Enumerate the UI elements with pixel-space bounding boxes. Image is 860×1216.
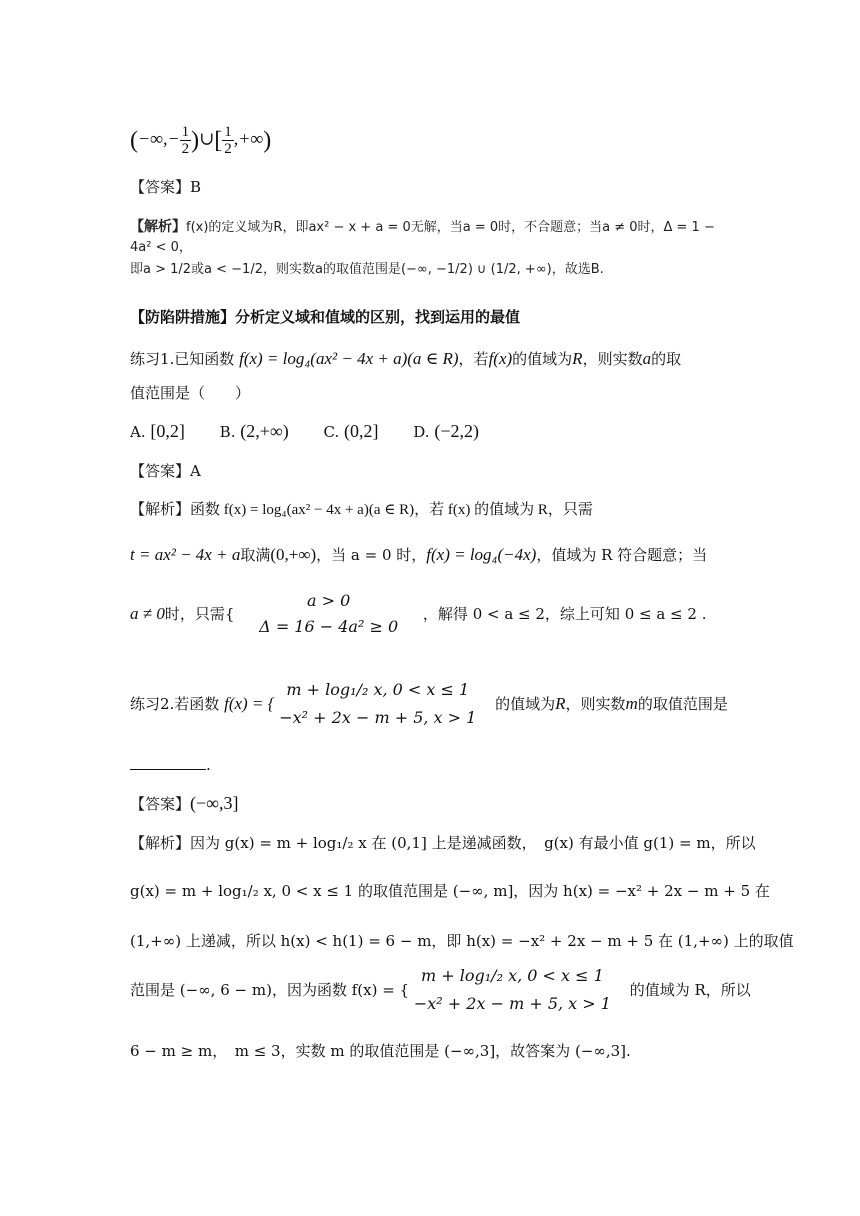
a-neq-0: a ≠ 0	[130, 604, 165, 623]
ex1-text-b: 的值域为	[512, 350, 573, 368]
ex1-fx: f(x)	[488, 349, 513, 368]
exercise-2-analysis-2: g(x) = m + log₁/₂ x, 0 < x ≤ 1 的取值范围是 (−∞, m]，因为 h(x) = −x² + 2x − m + 5 在	[130, 882, 770, 900]
option-c: C. (0,2]	[323, 421, 379, 441]
exercise-2-stem	[130, 676, 750, 740]
answer-label: 【答案】	[130, 178, 191, 196]
analysis-text: ，值域为 R 符合题意；当	[536, 546, 708, 564]
ex1-label: 练习1.已知函数	[130, 350, 235, 368]
answer-label: 【答案】	[130, 462, 191, 480]
analysis-text: 函数 f(x) = log₄(ax² − 4x + a)(a ∈ R)，若 f(x) 的值域为 R，只需	[190, 502, 593, 518]
piecewise-system	[414, 962, 611, 1018]
ex1-text-a: ，若	[458, 350, 489, 368]
analysis-label: 【解析】	[130, 834, 191, 852]
ex1-formula: f(x) = log₄(ax² − 4x + a)(a ∈ R)	[239, 349, 459, 368]
ex2-text-a: 的值域为	[495, 695, 556, 713]
ex2-fx: f(x) = {	[224, 694, 275, 713]
piece-2: −x² + 2x − m + 5, x > 1	[413, 994, 611, 1013]
top-interval: (−∞,− $\frac{1}{2}$ )∪[ $\frac{1}{2}$ ,+∞)	[130, 124, 272, 157]
answer-1	[130, 176, 750, 198]
analysis-label: 【解析】	[130, 219, 186, 235]
fx-formula: f(x) = log₄(−4x)	[426, 545, 537, 564]
analysis-text: 范围是 (−∞, 6 − m)，因为函数 f(x) = {	[130, 981, 410, 999]
ex2-text-c: 的取值范围是	[637, 695, 728, 713]
exercise-1-stem-2: 值范围是（ ）	[130, 384, 251, 402]
answer-value: B	[190, 178, 202, 196]
analysis-image-line-1	[130, 216, 730, 255]
ex2-label: 练习2.若函数	[130, 695, 220, 713]
answer-label: 【答案】	[130, 795, 191, 813]
exercise-2-answer	[130, 792, 750, 815]
piece-1: m + log₁/₂ x, 0 < x ≤ 1	[286, 680, 470, 699]
answer-blank	[130, 755, 206, 770]
exercise-1-analysis-1	[130, 498, 750, 521]
analysis-text: ，当 a = 0 时，	[316, 546, 427, 564]
ex2-m: m	[625, 694, 638, 713]
piece-2: −x² + 2x − m + 5, x > 1	[279, 708, 477, 727]
analysis-text: 取满	[240, 546, 271, 564]
ex1-R: R	[572, 349, 583, 368]
exercise-1-answer	[130, 460, 750, 482]
analysis-text-1: f(x)的定义域为R，即ax² − x + a = 0无解，当a = 0时，不合题意；当a ≠ 0时，Δ = 1 − 4a² < 0，	[130, 220, 715, 255]
option-b: B. (2,+∞)	[219, 421, 289, 441]
exercise-2-analysis-1	[130, 832, 756, 854]
piecewise-system	[279, 676, 476, 732]
period: .	[206, 756, 211, 774]
analysis-text: 的值域为 R，所以	[629, 981, 751, 999]
t-formula: t = ax² − 4x + a	[130, 545, 241, 564]
condition-system	[259, 588, 398, 640]
analysis-text: ，解得 0 < a ≤ 2，综上可知 0 ≤ a ≤ 2 .	[422, 605, 707, 623]
exercise-1-options	[130, 420, 750, 443]
exercise-2-analysis-5: 6 − m ≥ m， m ≤ 3，实数 m 的取值范围是 (−∞,3]，故答案为 (−∞,3].	[130, 1042, 631, 1060]
ex1-text-d: 的取	[651, 350, 682, 368]
ex2-text-b: ，则实数	[565, 695, 626, 713]
condition-2: Δ = 16 − 4a² ≥ 0	[259, 617, 399, 636]
analysis-label: 【解析】	[130, 500, 191, 518]
exercise-1-analysis-3	[130, 588, 750, 638]
ex1-text-c: ，则实数	[582, 350, 643, 368]
analysis-text: 因为 g(x) = m + log₁/₂ x 在 (0,1] 上是递减函数， g(x) 有最小值 g(1) = m，所以	[190, 834, 756, 852]
analysis-text-2: 即a > 1/2或a < −1/2，则实数a的取值范围是(−∞, −1/2) ∪ (1/2, +∞)，故选B.	[130, 262, 604, 277]
exercise-2-blank	[130, 754, 750, 776]
piece-1: m + log₁/₂ x, 0 < x ≤ 1	[421, 966, 604, 985]
ex2-R: R	[555, 694, 566, 713]
answer-value: (−∞,3]	[190, 793, 239, 813]
interval: (0,+∞)	[270, 545, 317, 564]
condition-1: a > 0	[307, 591, 351, 610]
trap-heading: 【防陷阱措施】分析定义域和值域的区别，找到运用的最值	[130, 308, 521, 326]
ex1-a: a	[642, 349, 652, 368]
exercise-2-analysis-4	[130, 962, 750, 1026]
option-a: A. [0,2]	[130, 421, 185, 441]
exercise-1-analysis-2	[130, 544, 750, 566]
exercise-1-stem	[130, 348, 750, 370]
option-d: D. (−2,2)	[413, 421, 479, 441]
analysis-image-line-2	[130, 258, 730, 277]
answer-value: A	[190, 462, 201, 480]
analysis-text: 时，只需{	[164, 605, 235, 623]
exercise-2-analysis-3: (1,+∞) 上递减，所以 h(x) < h(1) = 6 − m，即 h(x) = −x² + 2x − m + 5 在 (1,+∞) 上的取值	[130, 932, 794, 950]
